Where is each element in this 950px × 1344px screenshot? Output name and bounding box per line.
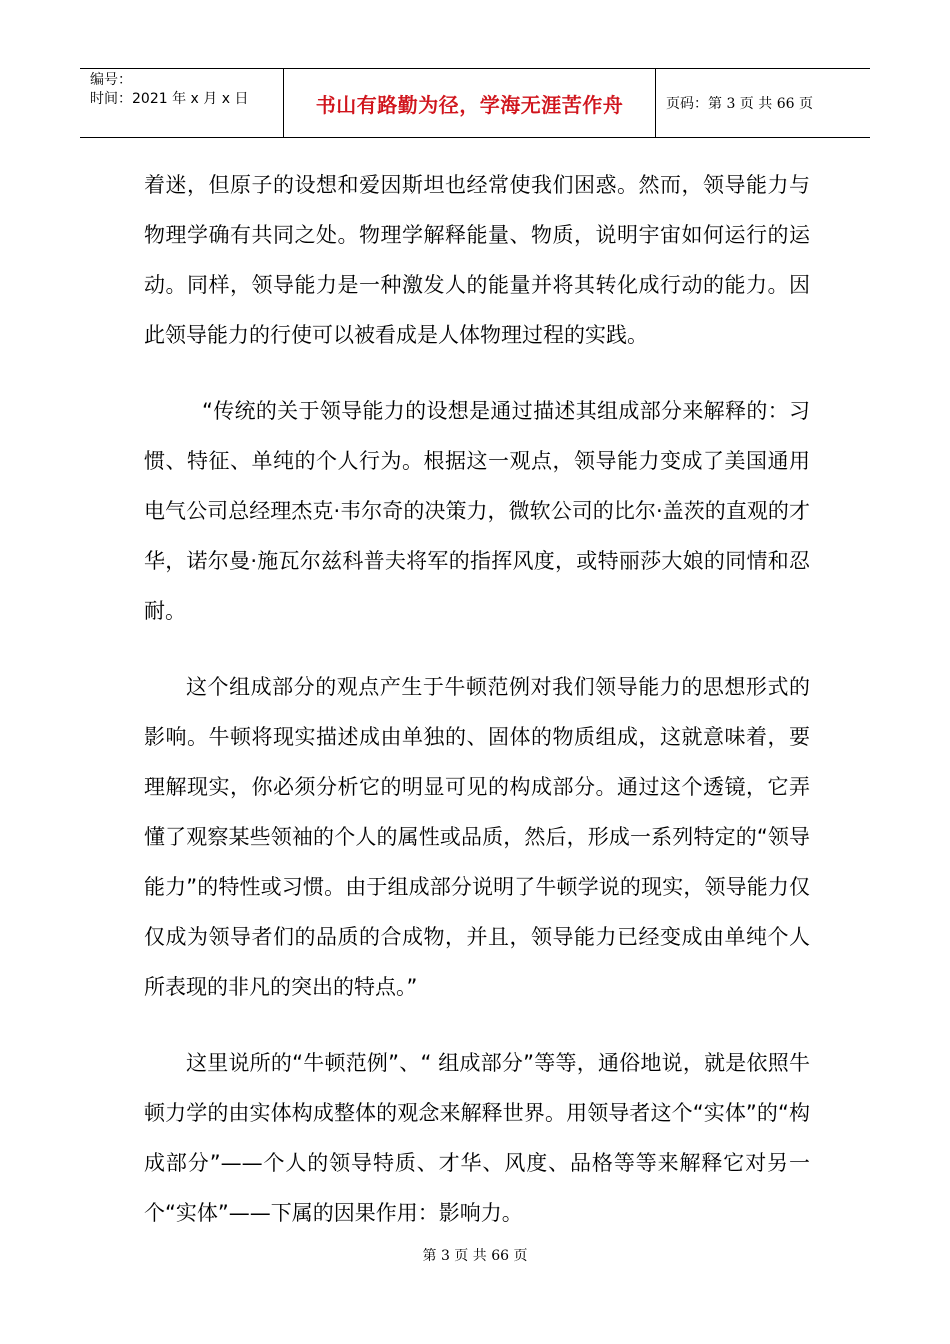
paragraph-2: “传统的关于领导能力的设想是通过描述其组成部分来解释的：习惯、特征、单纯的个人行为。根据这一观点，领导能力变成了美国通用电气公司总经理杰克·韦尔奇的决策力，微软公司的比尔·盖茨的直观的才华，诺尔曼·施瓦尔兹科普夫将军的指挥风度，或特丽莎大娘的同情和忍耐。 — [144, 399, 810, 623]
footer-page-number: 第 3 页 共 66 页 — [422, 1248, 528, 1264]
paragraph-4: 这里说所的“牛顿范例”、“ 组成部分”等等，通俗地说，就是依照牛顿力学的由实体构成整体的观念来解释世界。用领导者这个“实体”的“构成部分”——个人的领导特质、才华、风度、品格等等来解释它对另一个“实体”——下属的因果作用：影响力。 — [144, 1051, 810, 1225]
document-body — [144, 160, 810, 1264]
paragraph-3: 这个组成部分的观点产生于牛顿范例对我们领导能力的思想形式的影响。牛顿将现实描述成由单独的、固体的物质组成，这就意味着，要理解现实，你必须分析它的明显可见的构成部分。通过这个透镜，它弄懂了观察某些领袖的个人的属性或品质，然后，形成一系列特定的“领导能力”的特性或习惯。由于组成部分说明了牛顿学说的现实，领导能力仅仅成为领导者们的品质的合成物，并且，领导能力已经变成由单纯个人所表现的非凡的突出的特点。” — [144, 675, 810, 999]
header-motto-cell — [284, 69, 656, 137]
header-meta — [80, 69, 284, 137]
header-page-info-cell — [656, 69, 870, 137]
header-page-info: 页码：第 3 页 共 66 页 — [666, 96, 813, 112]
number-label: 编号： — [90, 72, 132, 88]
page-footer — [0, 1245, 950, 1265]
time-label: 时间：2021 年 x 月 x 日 — [90, 91, 249, 107]
page-header — [80, 68, 870, 138]
header-motto: 书山有路勤为径，学海无涯苦作舟 — [315, 92, 624, 117]
paragraph-1: 着迷，但原子的设想和爱因斯坦也经常使我们困惑。然而，领导能力与物理学确有共同之处。物理学解释能量、物质，说明宇宙如何运行的运动。同样，领导能力是一种激发人的能量并将其转化成行动的能力。因此领导能力的行使可以被看成是人体物理过程的实践。 — [144, 173, 810, 347]
